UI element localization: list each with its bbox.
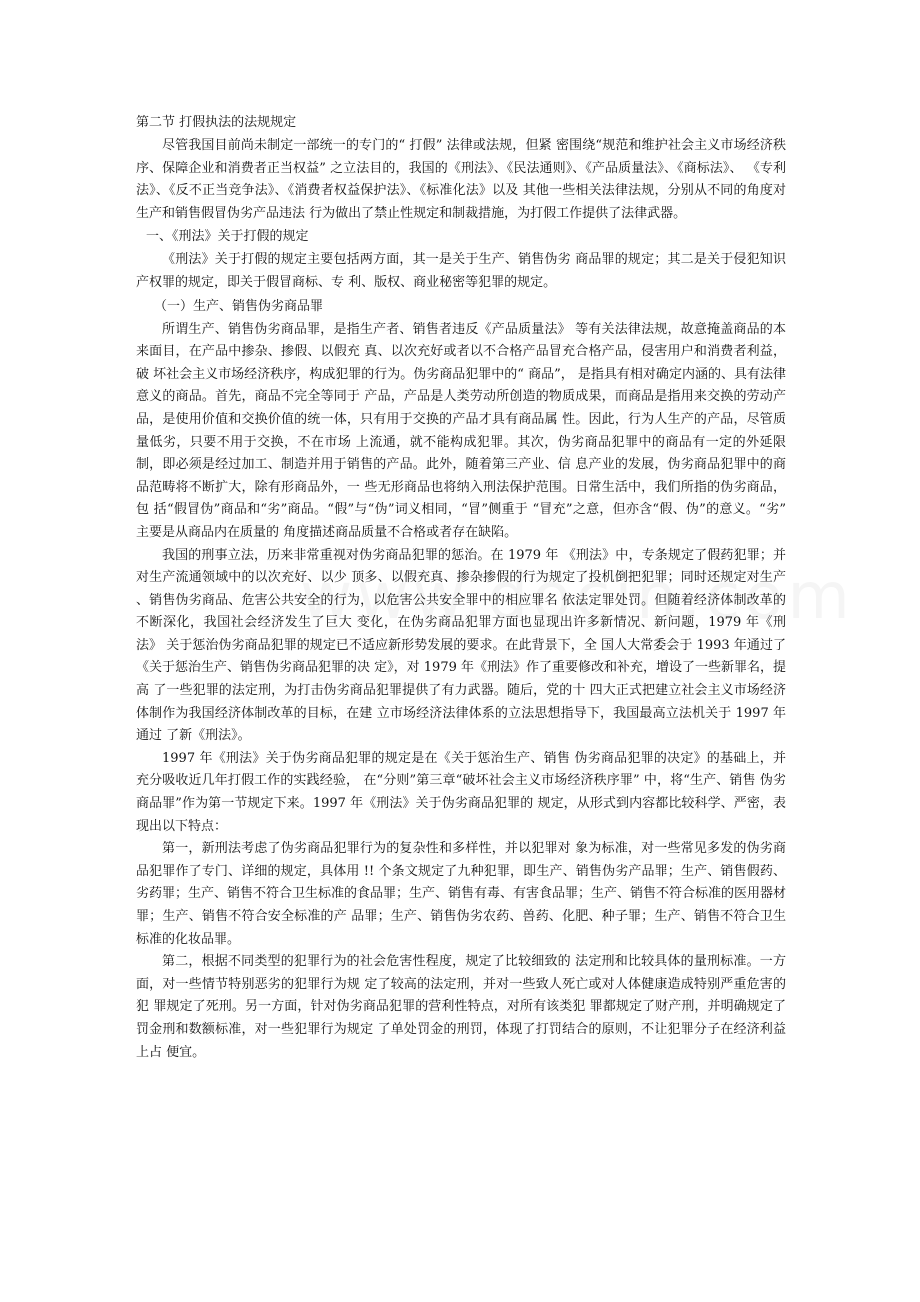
paragraph-criminal-law-overview: 《刑法》关于打假的规定主要包括两方面，其一是关于生产、销售伪劣 商品罪的规定；其二是关于侵犯知识产权罪的规定，即关于假冒商标、专 利、版权、商业秘密等犯罪的规定。 — [136, 252, 786, 290]
paragraph-feature-one: 第一，新刑法考虑了伪劣商品犯罪行为的复杂性和多样性，并以犯罪对 象为标准，对一些常见多发的伪劣商品犯罪作了专门、详细的规定，具体用 !! 个条文规定了九种犯罪，即生产、销售伪劣产品罪；生产、销售假药、 劣药罪；生产、销售不符合卫生标准的食品罪；生产、销售有毒、有害食品罪；生产、销售不符合标准的医用器材罪；生产、销售不符合安全标准的产 品罪；生产、销售伪劣农药、兽药、化肥、种子罪；生产、销售不符合卫生 标准的化妆品罪。 — [136, 841, 787, 947]
section-title: 第二节 打假执法的法规规定 — [136, 115, 297, 130]
paragraph-feature-two: 第二，根据不同类型的犯罪行为的社会危害性程度，规定了比较细致的 法定刑和比较具体的量刑标准。一方面，对一些情节特别恶劣的犯罪行为规 定了较高的法定刑，并对一些致人死亡或对人体健康造成特别严重危害的犯 罪规定了死刑。另一方面，针对伪劣商品犯罪的营利性特点，对所有该类犯 罪都规定了财产刑，并明确规定了罚金刑和数额标准，对一些犯罪行为规定 了单处罚金的刑罚，体现了打罚结合的原则，不让犯罪分子在经济利益上占 便宜。 — [136, 954, 786, 1060]
document-page — [136, 111, 786, 1064]
subheading-fake-goods-crime: （一）生产、销售伪劣商品罪 — [154, 298, 324, 314]
paragraph-intro: 尽管我国目前尚未制定一部统一的专门的“ 打假” 法律或法规，但紧 密围绕“规范和维护社会主义市场经济秩序、保障企业和消费者正当权益” 之立法目的，我国的《刑法》、《民法通则》、《产品质量法》、《商标法》、 《专利法》、《反不正当竞争法》、《消费者权益保护法》、《标准化法》以及 其他一些相关法律法规，分别从不同的角度对生产和销售假冒伪劣产品违法 行为做出了禁止性规定和制裁措施，为打假工作提供了法律武器。 — [136, 138, 786, 221]
paragraph-definition: 所谓生产、销售伪劣商品罪，是指生产者、销售者违反《产品质量法》 等有关法律法规，故意掩盖商品的本来面目，在产品中掺杂、掺假、以假充 真、以次充好或者以不合格产品冒充合格产品，侵害用户和消费者利益，破 坏社会主义市场经济秩序，构成犯罪的行为。伪劣商品犯罪中的“ 商品”， 是指具有相对确定内涵的、具有法律意义的商品。首先，商品不完全等同于 产品，产品是人类劳动所创造的物质成果，而商品是指用来交换的劳动产品，是使用价值和交换价值的统一体，只有用于交换的产品才具有商品属 性。因此，行为人生产的产品，尽管质量低劣，只要不用于交换，不在市场 上流通，就不能构成犯罪。其次，伪劣商品犯罪中的商品有一定的外延限 制，即必须是经过加工、制造并用于销售的产品。此外，随着第三产业、信 息产业的发展，伪劣商品犯罪中的商品范畴将不断扩大，除有形商品外，一 些无形商品也将纳入刑法保护范围。日常生活中，我们所指的伪劣商品，包 括“假冒伪”商品和“劣”商品。“假”与“伪”词义相同，“冒”侧重于 “冒充”之意，但亦含“假、伪”的意义。“劣” 主要是从商品内在质量的 角度描述商品质量不合格或者存在缺陷。 — [136, 321, 786, 540]
paragraph-legislation-history: 我国的刑事立法，历来非常重视对伪劣商品犯罪的惩治。在 1979 年 《刑法》中，专条规定了假药犯罪；并对生产流通领域中的以次充好、以少 顶多、以假充真、掺杂掺假的行为规定了投机倒把犯罪；同时还规定对生产 、销售伪劣商品、危害公共安全的行为，以危害公共安全罪中的相应罪名 依法定罪处罚。但随着经济体制改革的不断深化，我国社会经济发生了巨大 变化，在伪劣商品犯罪方面也显现出许多新情况、新问题，1979 年《刑法》 关于惩治伪劣商品犯罪的规定已不适应新形势发展的要求。在此背景下，全 国人大常委会于 1993 年通过了《关于惩治生产、销售伪劣商品犯罪的决 定》，对 1979 年《刑法》作了重要修改和补充，增设了一些新罪名，提高 了一些犯罪的法定刑，为打击伪劣商品犯罪提供了有力武器。随后，党的十 四大正式把建立社会主义市场经济体制作为我国经济体制改革的目标，在建 立市场经济法律体系的立法思想指导下，我国最高立法机关于 1997 年通过 了新《刑法》。 — [136, 547, 786, 744]
paragraph-1997-law: 1997 年《刑法》关于伪劣商品犯罪的规定是在《关于惩治生产、销售 伪劣商品犯罪的决定》的基础上，并充分吸收近几年打假工作的实践经验， 在“分则”第三章“破坏社会主义市场经济秩序罪” 中，将“生产、销售 伪劣商品罪”作为第一节规定下来。1997 年《刑法》关于伪劣商品犯罪的 规定，从形式到内容都比较科学、严密，表现出以下特点： — [136, 750, 786, 834]
subheading-criminal-law: 一、《刑法》关于打假的规定 — [146, 229, 309, 245]
